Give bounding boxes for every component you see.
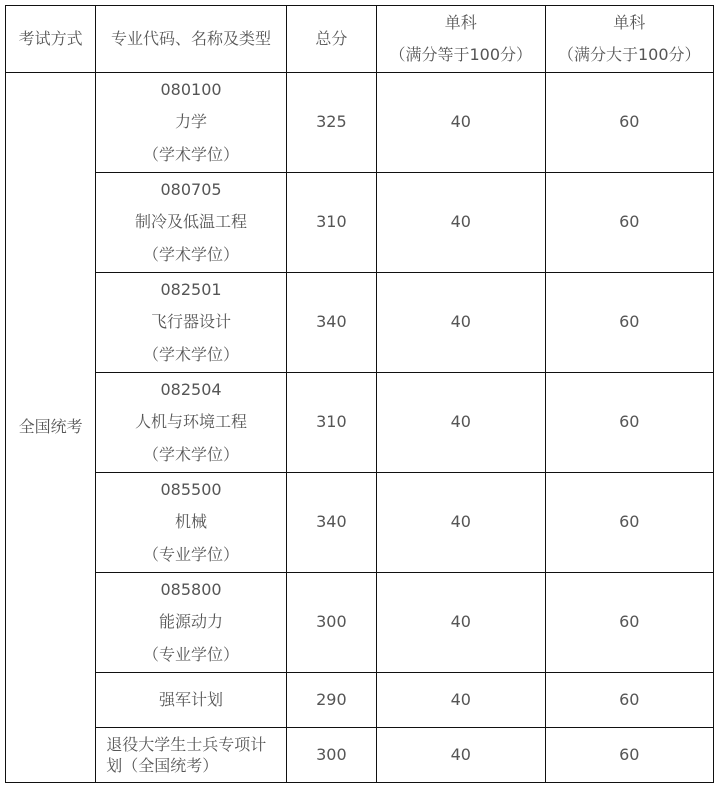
single-score-a: 40 [377,273,545,373]
header-single-a [377,6,545,73]
table-row [6,728,714,783]
header-method: 考试方式 [6,6,96,73]
table-row [6,173,714,273]
single-score-b: 60 [545,373,714,473]
single-score-a: 40 [377,73,545,173]
total-score: 300 [286,728,376,783]
single-score-b: 60 [545,73,714,173]
table-row [6,673,714,728]
total-score: 325 [286,73,376,173]
single-score-a: 40 [377,373,545,473]
major-cell [96,373,287,473]
major-code: 082504 [160,379,222,399]
major-type: （学术学位） [143,144,240,164]
single-score-a: 40 [377,673,545,728]
header-single-a-title: 单科 [444,12,477,32]
header-total: 总分 [286,6,376,73]
major-type: （专业学位） [143,544,240,564]
veteran-plan-name: 退役大学生士兵专项计划（全国统考） [106,735,267,775]
header-single-b-title: 单科 [613,12,646,32]
header-major: 专业代码、名称及类型 [96,6,287,73]
single-score-a: 40 [377,173,545,273]
single-score-a: 40 [377,473,545,573]
major-code: 080100 [160,79,222,99]
major-code: 085500 [160,479,222,499]
method-cell: 全国统考 [6,73,96,783]
major-name: 制冷及低温工程 [135,212,248,232]
table-row [6,573,714,673]
table-header-row [6,6,714,73]
veteran-plan-cell [96,728,287,783]
major-code: 085800 [160,579,222,599]
total-score: 300 [286,573,376,673]
major-cell [96,173,287,273]
major-name: 人机与环境工程 [135,412,248,432]
total-score: 340 [286,473,376,573]
major-type: （学术学位） [143,244,240,264]
major-name: 能源动力 [159,612,224,632]
header-single-b-note: （满分大于100分） [557,45,701,64]
total-score: 310 [286,173,376,273]
total-score: 290 [286,673,376,728]
total-score: 340 [286,273,376,373]
major-type: （学术学位） [143,444,240,464]
major-cell [96,273,287,373]
total-score: 310 [286,373,376,473]
table-row [6,473,714,573]
single-score-b: 60 [545,473,714,573]
major-cell [96,73,287,173]
major-name: 力学 [175,112,208,132]
major-type: （专业学位） [143,644,240,664]
major-code: 082501 [160,279,222,299]
major-cell [96,473,287,573]
header-single-a-note: （满分等于100分） [389,45,533,64]
major-type: （学术学位） [143,344,240,364]
single-score-b: 60 [545,573,714,673]
single-score-b: 60 [545,173,714,273]
major-cell [96,573,287,673]
plan-name: 强军计划 [96,673,287,728]
table-row [6,373,714,473]
score-line-table [5,5,714,783]
major-code: 080705 [160,179,222,199]
major-name: 机械 [175,512,208,532]
single-score-b: 60 [545,273,714,373]
single-score-b: 60 [545,673,714,728]
single-score-a: 40 [377,728,545,783]
header-single-b [545,6,714,73]
single-score-a: 40 [377,573,545,673]
table-row [6,273,714,373]
single-score-b: 60 [545,728,714,783]
major-name: 飞行器设计 [151,312,232,332]
table-row [6,73,714,173]
